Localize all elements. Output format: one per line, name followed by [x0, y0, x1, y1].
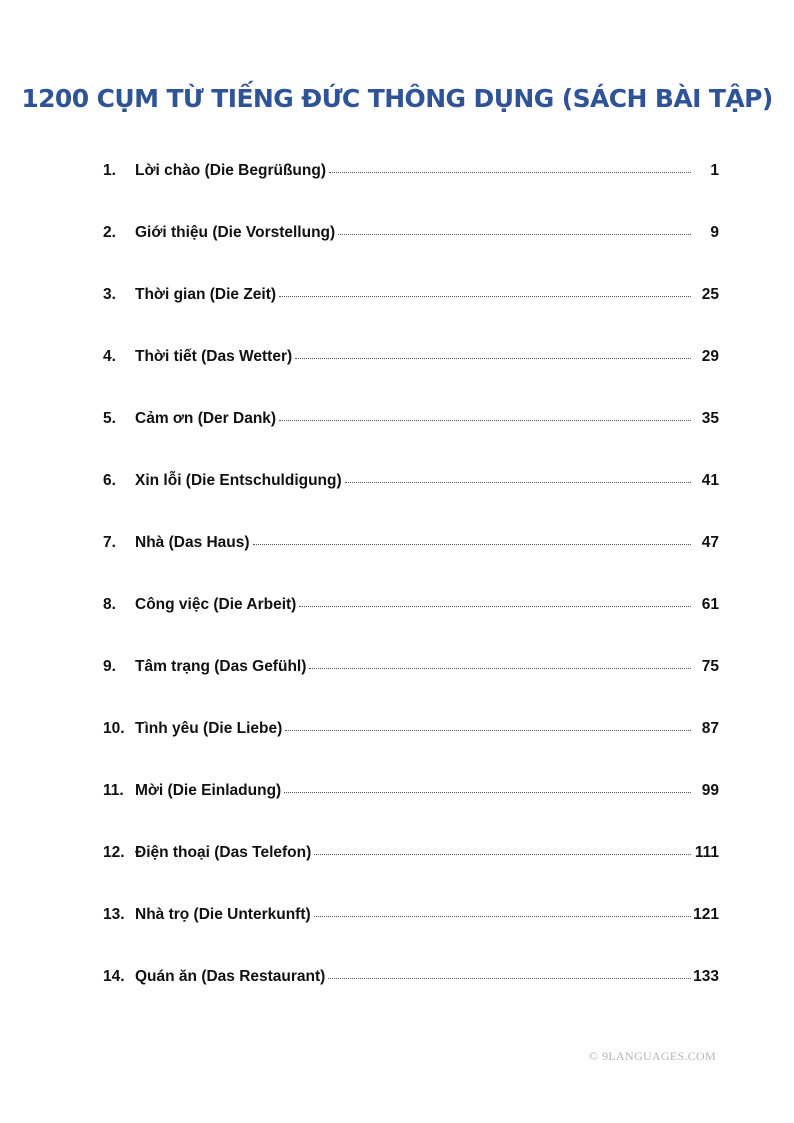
toc-leader-dots: [314, 854, 691, 855]
toc-item[interactable]: [103, 596, 719, 658]
toc-leader-dots: [279, 296, 691, 297]
footer-text: 9LANGUAGES.COM: [602, 1049, 716, 1063]
toc-number: 12.: [103, 844, 125, 861]
toc-number: 5.: [103, 410, 116, 427]
toc-number: 6.: [103, 472, 116, 489]
toc-page-number[interactable]: 133: [693, 968, 719, 985]
toc-title[interactable]: Cảm ơn (Der Dank): [135, 410, 277, 427]
toc-title[interactable]: Giới thiệu (Die Vorstellung): [135, 224, 336, 241]
toc-leader-dots: [295, 358, 691, 359]
page-title: 1200 CỤM TỪ TIẾNG ĐỨC THÔNG DỤNG (SÁCH BÀI TẬP): [21, 84, 773, 113]
toc-leader-dots: [285, 730, 691, 731]
toc-number: 3.: [103, 286, 116, 303]
toc-page-number[interactable]: 121: [693, 906, 719, 923]
toc-item[interactable]: [103, 410, 719, 472]
toc-page-number[interactable]: 111: [694, 844, 719, 861]
toc-title[interactable]: Thời gian (Die Zeit): [135, 286, 277, 303]
toc-number: 13.: [103, 906, 125, 923]
toc-item[interactable]: [103, 720, 719, 782]
toc-page-number[interactable]: 25: [701, 286, 719, 303]
toc-title[interactable]: Thời tiết (Das Wetter): [135, 348, 293, 365]
toc-item[interactable]: [103, 472, 719, 534]
copyright-footer: [589, 1049, 716, 1064]
toc-title[interactable]: Tâm trạng (Das Gefühl): [135, 658, 307, 675]
toc-item[interactable]: [103, 162, 719, 224]
toc-item[interactable]: [103, 782, 719, 844]
toc-item[interactable]: [103, 658, 719, 720]
toc-number: 10.: [103, 720, 125, 737]
toc-page-number[interactable]: 41: [701, 472, 719, 489]
toc-leader-dots: [299, 606, 691, 607]
toc-title[interactable]: Quán ăn (Das Restaurant): [135, 968, 326, 985]
toc-title[interactable]: Lời chào (Die Begrüßung): [135, 162, 326, 179]
toc-number: 1.: [103, 162, 116, 179]
toc-page-number[interactable]: 47: [701, 534, 719, 551]
toc-item[interactable]: [103, 906, 719, 968]
toc-title[interactable]: Tình yêu (Die Liebe): [135, 720, 283, 737]
toc-number: 7.: [103, 534, 116, 551]
toc-page-number[interactable]: 1: [710, 162, 719, 179]
toc-title[interactable]: Xin lỗi (Die Entschuldigung): [135, 472, 342, 489]
toc-leader-dots: [279, 420, 691, 421]
toc-item[interactable]: [103, 534, 719, 596]
toc-page-number[interactable]: 75: [701, 658, 719, 675]
toc-number: 9.: [103, 658, 116, 675]
toc-leader-dots: [253, 544, 691, 545]
toc-title[interactable]: Mời (Die Einladung): [135, 782, 282, 799]
toc-page-number[interactable]: 87: [701, 720, 719, 737]
toc-leader-dots: [309, 668, 691, 669]
toc-page-number[interactable]: 61: [701, 596, 719, 613]
copyright-icon: ©: [588, 1049, 599, 1063]
toc-page-number[interactable]: 29: [701, 348, 719, 365]
toc-leader-dots: [284, 792, 691, 793]
toc-leader-dots: [329, 172, 691, 173]
toc-item[interactable]: [103, 224, 719, 286]
toc-item[interactable]: [103, 286, 719, 348]
toc-leader-dots: [338, 234, 691, 235]
toc-title[interactable]: Điện thoại (Das Telefon): [135, 844, 312, 861]
toc-item[interactable]: [103, 844, 719, 906]
toc-number: 8.: [103, 596, 116, 613]
table-of-contents: [103, 162, 719, 1030]
toc-leader-dots: [328, 978, 691, 979]
toc-number: 4.: [103, 348, 116, 365]
toc-number: 11.: [103, 782, 124, 799]
toc-title[interactable]: Nhà trọ (Die Unterkunft): [135, 906, 311, 923]
toc-number: 14.: [103, 968, 125, 985]
toc-page-number[interactable]: 35: [701, 410, 719, 427]
toc-leader-dots: [314, 916, 691, 917]
toc-page-number[interactable]: 99: [701, 782, 719, 799]
toc-leader-dots: [345, 482, 691, 483]
toc-number: 2.: [103, 224, 116, 241]
toc-title[interactable]: Công việc (Die Arbeit): [135, 596, 297, 613]
toc-item[interactable]: [103, 968, 719, 1030]
toc-title[interactable]: Nhà (Das Haus): [135, 534, 250, 551]
toc-page-number[interactable]: 9: [710, 224, 719, 241]
toc-item[interactable]: [103, 348, 719, 410]
